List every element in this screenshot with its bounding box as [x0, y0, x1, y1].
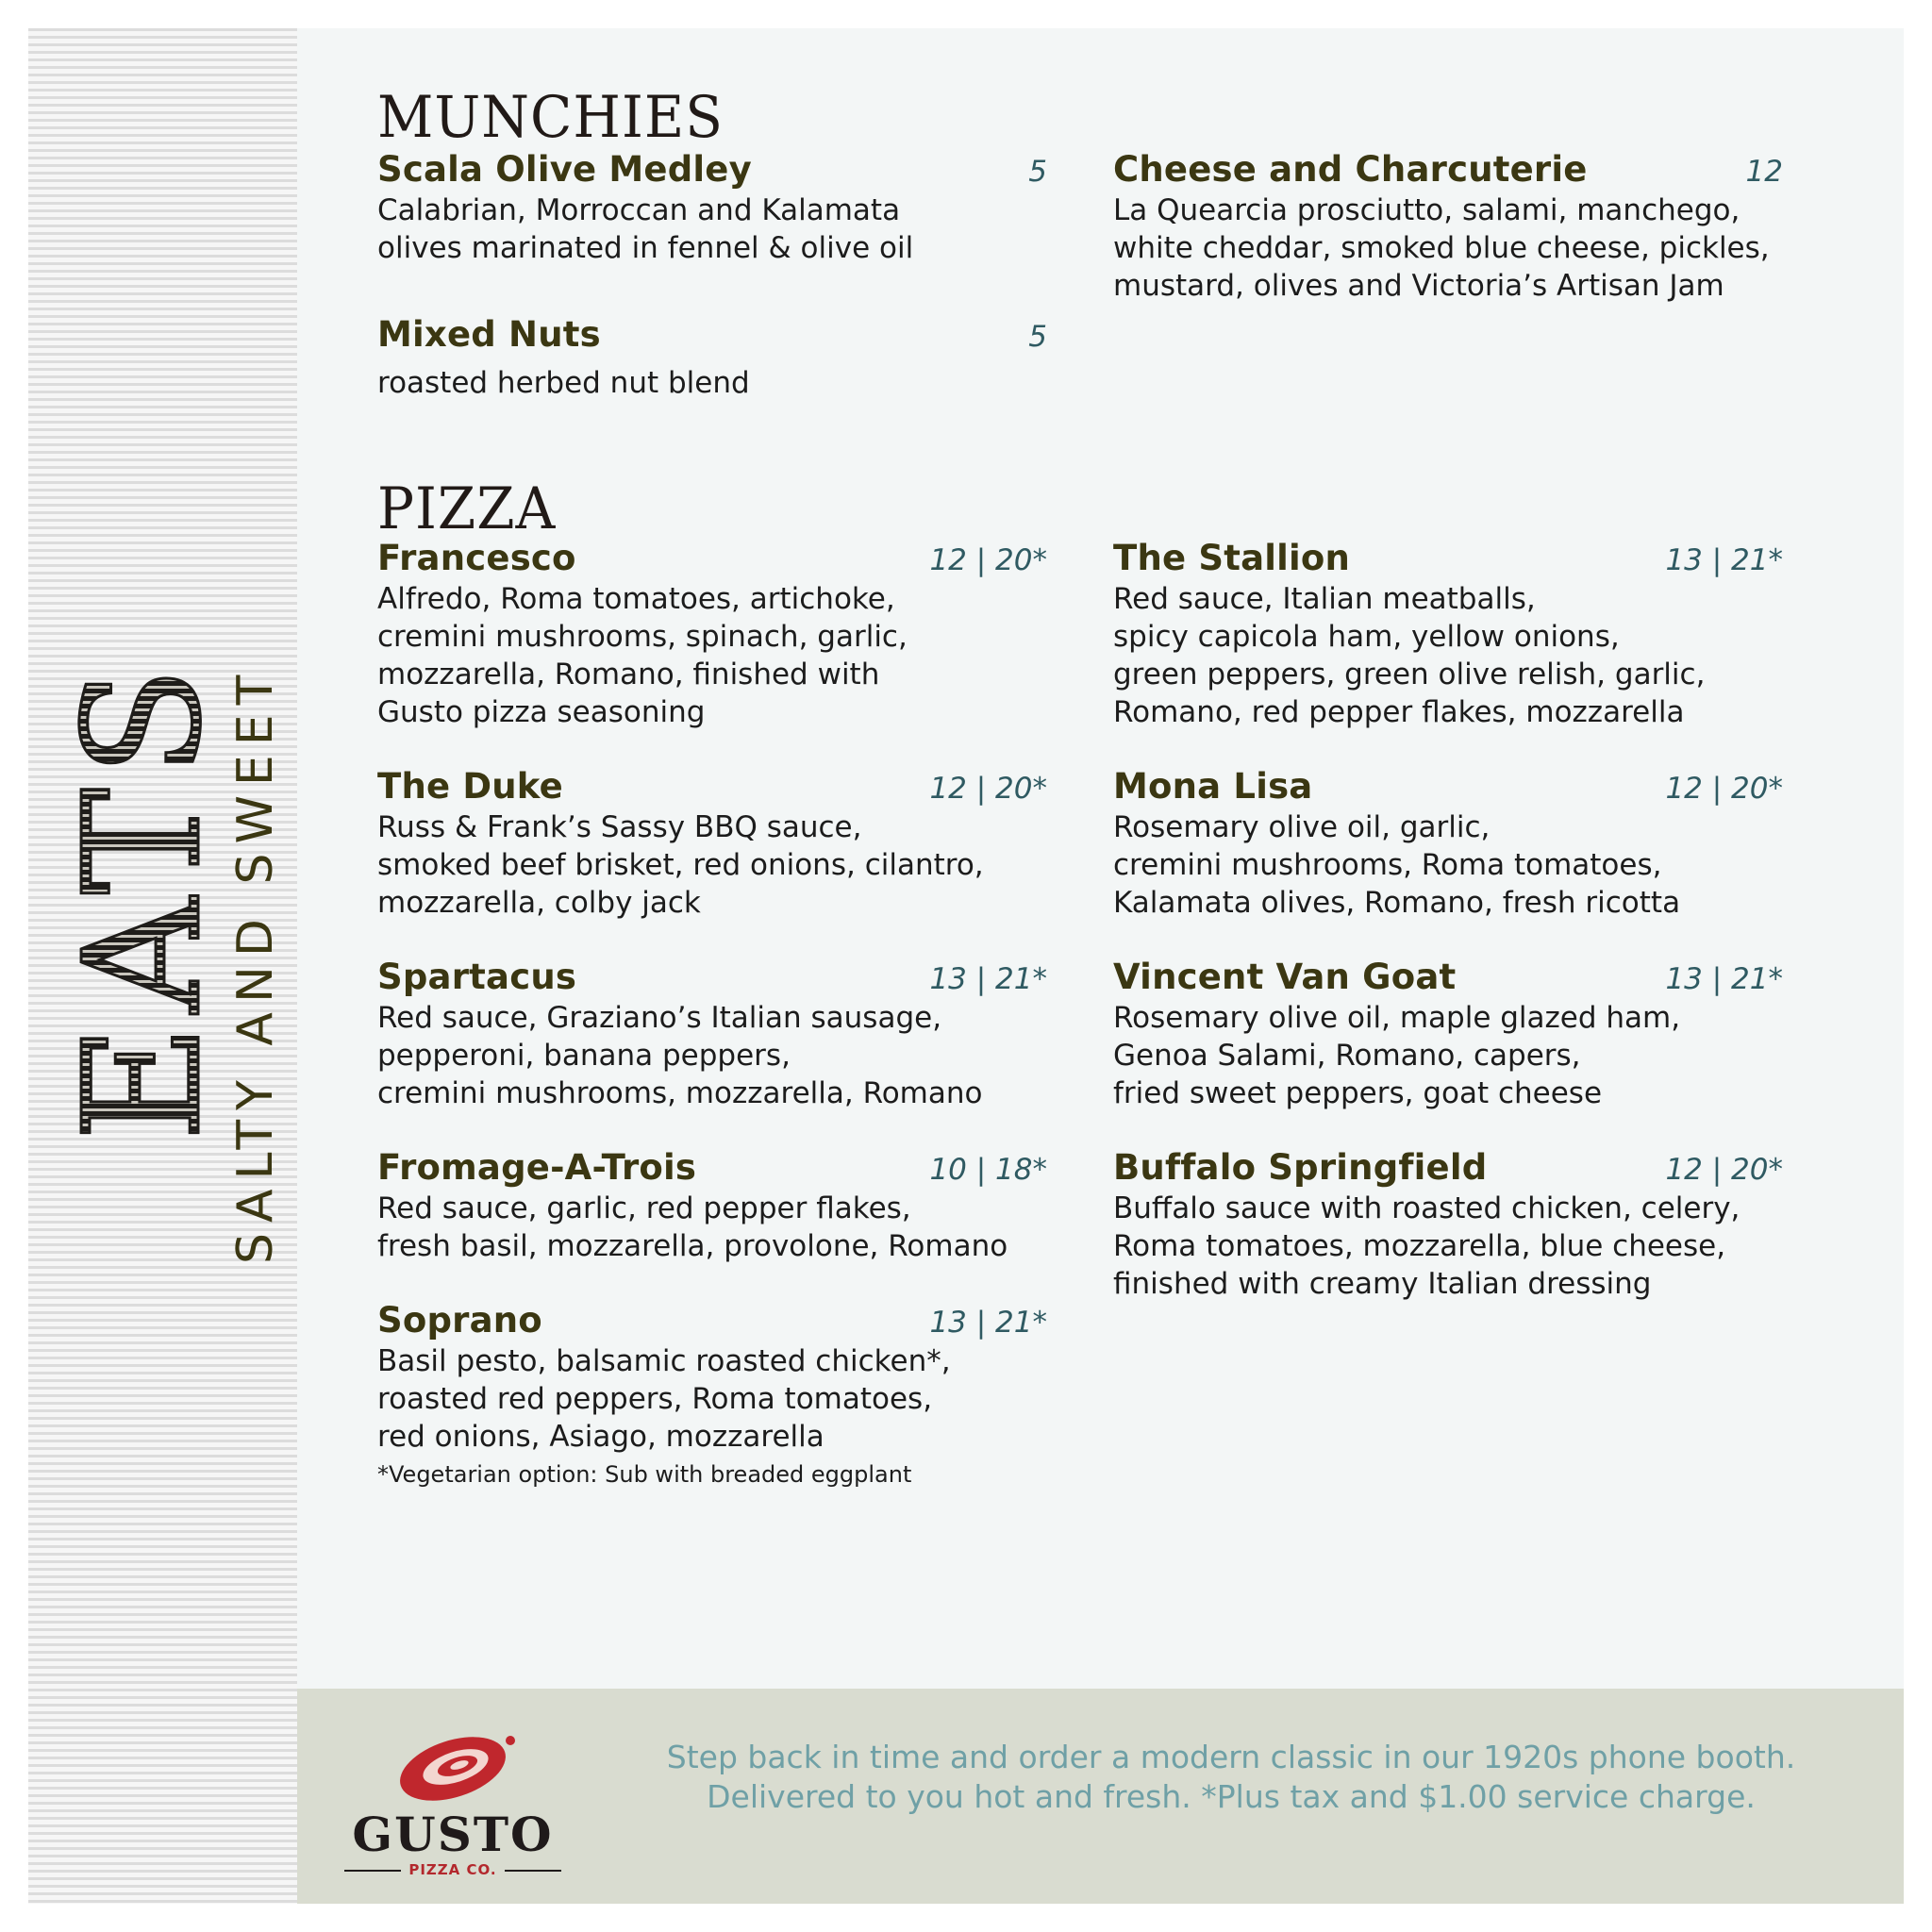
- footer-tagline: [627, 1738, 1835, 1817]
- desc-line: spicy capicola ham, yellow onions,: [1113, 620, 1620, 654]
- item-price: 13 | 21*: [929, 1306, 1047, 1340]
- item-description: [377, 808, 1047, 922]
- menu-item-mona-lisa: [1113, 766, 1783, 922]
- eats-title: EATS: [50, 655, 237, 1141]
- footer-band: [297, 1689, 1904, 1904]
- sidebar-titles: [28, 28, 297, 1904]
- tagline-line: Step back in time and order a modern classic in our 1920s phone booth.: [666, 1739, 1796, 1775]
- item-price: 13 | 21*: [1665, 543, 1783, 577]
- item-description: [377, 999, 1047, 1112]
- swirl-logo-icon: [344, 1722, 561, 1811]
- desc-line: Romano, red pepper flakes, mozzarella: [1113, 695, 1685, 729]
- desc-line: Genoa Salami, Romano, capers,: [1113, 1039, 1581, 1073]
- desc-line: Roma tomatoes, mozzarella, blue cheese,: [1113, 1229, 1726, 1263]
- item-price: 12: [1745, 155, 1783, 189]
- logo-rule-right: [505, 1870, 561, 1872]
- desc-line: Rosemary olive oil, garlic,: [1113, 810, 1491, 844]
- desc-line: Red sauce, Italian meatballs,: [1113, 582, 1536, 616]
- item-name: The Duke: [377, 766, 563, 807]
- menu-item-cheese-and-charcuterie: [1113, 149, 1783, 305]
- desc-line: Calabrian, Morroccan and Kalamata: [377, 193, 901, 227]
- item-description: [377, 364, 1047, 402]
- desc-line: pepperoni, banana peppers,: [377, 1039, 791, 1073]
- item-name: Vincent Van Goat: [1113, 957, 1457, 997]
- desc-line: mustard, olives and Victoria’s Artisan Jam: [1113, 269, 1724, 303]
- item-price: 10 | 18*: [929, 1153, 1047, 1187]
- logo-subtitle: PIZZA CO.: [408, 1861, 497, 1878]
- item-name: Fromage-A-Trois: [377, 1147, 697, 1188]
- menu-item-francesco: [377, 538, 1047, 731]
- desc-line: olives marinated in fennel & olive oil: [377, 231, 914, 265]
- desc-line: cremini mushrooms, Roma tomatoes,: [1113, 848, 1662, 882]
- item-name: Spartacus: [377, 957, 577, 997]
- desc-line: smoked beef brisket, red onions, cilantro,: [377, 848, 984, 882]
- menu-content: [297, 28, 1904, 1689]
- menu-page: [28, 28, 1904, 1904]
- desc-line: Gusto pizza seasoning: [377, 695, 706, 729]
- menu-item-scala-olive-medley: [377, 149, 1047, 267]
- tagline-line: Delivered to you hot and fresh. *Plus tax and $1.00 service charge.: [707, 1778, 1756, 1815]
- desc-line: mozzarella, Romano, finished with: [377, 658, 880, 691]
- desc-line: Red sauce, garlic, red pepper flakes,: [377, 1191, 911, 1225]
- menu-item-spartacus: [377, 957, 1047, 1112]
- desc-line: fresh basil, mozzarella, provolone, Romano: [377, 1229, 1008, 1263]
- desc-line: La Quearcia prosciutto, salami, manchego,: [1113, 193, 1740, 227]
- desc-line: Basil pesto, balsamic roasted chicken*,: [377, 1344, 951, 1378]
- desc-line: finished with creamy Italian dressing: [1113, 1267, 1652, 1301]
- gusto-logo: [344, 1722, 561, 1877]
- desc-line: roasted red peppers, Roma tomatoes,: [377, 1382, 933, 1416]
- item-name: Mona Lisa: [1113, 766, 1313, 807]
- desc-line: cremini mushrooms, mozzarella, Romano: [377, 1076, 983, 1110]
- item-description: [1113, 580, 1783, 731]
- item-price: 12 | 20*: [1665, 772, 1783, 806]
- item-description: [1113, 808, 1783, 922]
- desc-line: Rosemary olive oil, maple glazed ham,: [1113, 1001, 1681, 1035]
- item-description: [1113, 999, 1783, 1112]
- desc-line: roasted herbed nut blend: [377, 366, 750, 400]
- item-price: 5: [1028, 320, 1047, 354]
- desc-line: green peppers, green olive relish, garlic,: [1113, 658, 1706, 691]
- menu-item-the-duke: [377, 766, 1047, 922]
- menu-item-buffalo-springfield: [1113, 1147, 1783, 1303]
- item-price: 13 | 21*: [1665, 962, 1783, 996]
- desc-line: mozzarella, colby jack: [377, 886, 701, 920]
- item-price: 12 | 20*: [929, 543, 1047, 577]
- desc-line: Kalamata olives, Romano, fresh ricotta: [1113, 886, 1681, 920]
- item-name: Mixed Nuts: [377, 314, 601, 355]
- menu-item-the-stallion: [1113, 538, 1783, 731]
- menu-item-vincent-van-goat: [1113, 957, 1783, 1112]
- item-price: 13 | 21*: [929, 962, 1047, 996]
- item-name: Buffalo Springfield: [1113, 1147, 1488, 1188]
- desc-line: Alfredo, Roma tomatoes, artichoke,: [377, 582, 895, 616]
- desc-line: cremini mushrooms, spinach, garlic,: [377, 620, 908, 654]
- logo-wordmark: GUSTO: [352, 1807, 554, 1862]
- item-price: 5: [1028, 155, 1047, 189]
- item-description: [377, 192, 1047, 267]
- item-name: Francesco: [377, 538, 576, 578]
- item-description: [377, 1342, 1047, 1456]
- item-name: Cheese and Charcuterie: [1113, 149, 1588, 190]
- item-description: [1113, 192, 1783, 305]
- menu-item-fromage-a-trois: [377, 1147, 1047, 1265]
- desc-line: Buffalo sauce with roasted chicken, celery,: [1113, 1191, 1740, 1225]
- desc-line: Red sauce, Graziano’s Italian sausage,: [377, 1001, 942, 1035]
- item-description: [1113, 1190, 1783, 1303]
- item-description: [377, 580, 1047, 731]
- munchies-heading: MUNCHIES: [377, 83, 724, 151]
- item-price: 12 | 20*: [929, 772, 1047, 806]
- item-name: The Stallion: [1113, 538, 1351, 578]
- desc-line: Russ & Frank’s Sassy BBQ sauce,: [377, 810, 862, 844]
- desc-line: white cheddar, smoked blue cheese, pickles,: [1113, 231, 1770, 265]
- menu-item-soprano: [377, 1300, 1047, 1488]
- item-price: 12 | 20*: [1665, 1153, 1783, 1187]
- menu-item-mixed-nuts: [377, 314, 1047, 402]
- desc-line: fried sweet peppers, goat cheese: [1113, 1076, 1603, 1110]
- vegetarian-note: *Vegetarian option: Sub with breaded eggplant: [377, 1461, 912, 1488]
- item-description: [377, 1190, 1047, 1265]
- pizza-heading: PIZZA: [377, 475, 557, 542]
- item-name: Scala Olive Medley: [377, 149, 752, 190]
- desc-line: red onions, Asiago, mozzarella: [377, 1420, 824, 1454]
- salty-and-sweet-subtitle: SALTY AND SWEET: [227, 665, 284, 1264]
- item-name: Soprano: [377, 1300, 542, 1341]
